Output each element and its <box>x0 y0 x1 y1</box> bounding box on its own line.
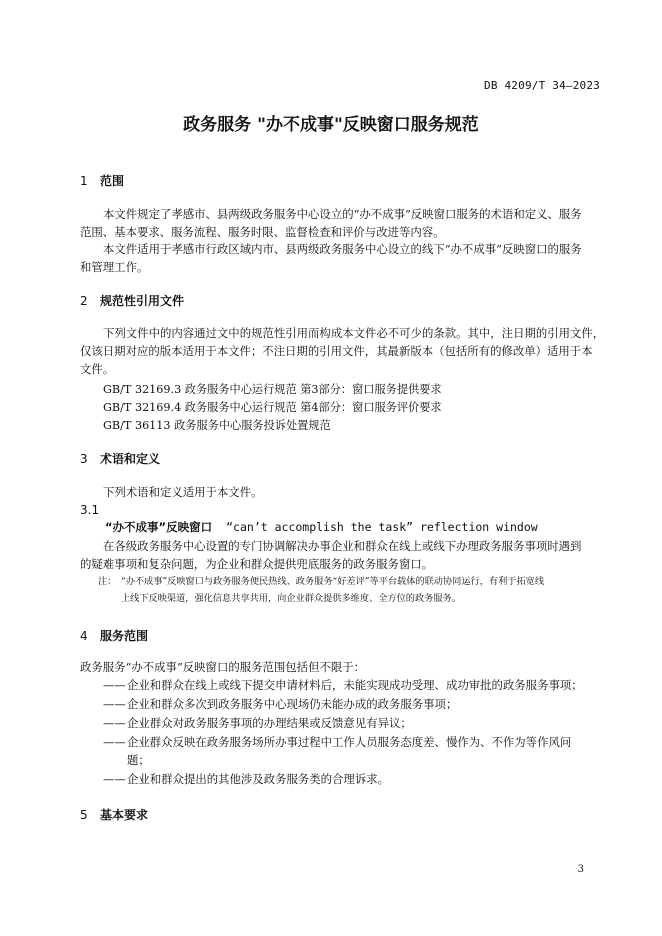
list-item <box>103 715 412 731</box>
list-item <box>103 677 583 693</box>
list-item <box>103 734 571 750</box>
list-item <box>103 771 389 787</box>
section-number: 5 <box>80 808 88 822</box>
list-dash: —— <box>103 678 126 692</box>
reference-item: GB/T 36113 政务服务中心服务投诉处置规范 <box>103 419 331 432</box>
reference-item: GB/T 32169.4 政务服务中心运行规范 第4部分：窗口服务评价要求 <box>103 401 442 414</box>
page-title: 政务服务 "办不成事"反映窗口服务规范 <box>183 115 479 135</box>
section-number: 1 <box>80 174 88 188</box>
section-title: 服务范围 <box>100 629 149 643</box>
list-dash: —— <box>103 697 126 711</box>
term-english: “can’t accomplish the task” reflection window <box>226 520 538 534</box>
list-dash: —— <box>103 716 126 730</box>
section-1-heading <box>80 172 124 189</box>
reference-item: GB/T 32169.3 政务服务中心运行规范 第3部分：窗口服务提供要求 <box>103 383 442 396</box>
subsection-number: 3.1 <box>80 503 100 517</box>
document-code: DB 4209/T 34—2023 <box>484 79 600 92</box>
list-item-text: 企业和群众提出的其他涉及政务服务类的合理诉求。 <box>127 772 389 786</box>
note <box>98 573 600 607</box>
section-number: 3 <box>80 452 88 466</box>
section-2-heading <box>80 292 184 309</box>
paragraph-line: 本文件适用于孝感市行政区域内市、县两级政务服务中心设立的线下“办不成事”反映窗口的服务 <box>103 242 582 256</box>
section-number: 4 <box>80 629 88 643</box>
list-item-text: 企业群众对政务服务事项的办理结果或反馈意见有异议； <box>127 716 412 730</box>
section-3-heading <box>80 450 160 467</box>
section-title: 术语和定义 <box>100 452 161 466</box>
note-label: 注： <box>98 576 117 587</box>
list-dash: —— <box>103 735 126 749</box>
paragraph-line: 本文件规定了孝感市、县两级政务服务中心设立的“办不成事”反映窗口服务的术语和定义、服务 <box>103 207 582 221</box>
note-line: 上线下反映渠道，强化信息共享共用，向企业群众提供多维度、全方位的政务服务。 <box>121 593 461 604</box>
section-title: 范围 <box>100 174 125 188</box>
section-4-heading <box>80 627 148 644</box>
list-item-continuation: 题； <box>127 753 150 767</box>
paragraph-line: 仅该日期对应的版本适用于本文件；不注日期的引用文件，其最新版本（包括所有的修改单）适用于本 <box>80 344 593 358</box>
section-title: 规范性引用文件 <box>100 294 185 308</box>
paragraph-line: 下列术语和定义适用于本文件。 <box>103 485 263 499</box>
paragraph-line: 下列文件中的内容通过文中的规范性引用而构成本文件必不可少的条款。其中，注日期的引用文件， <box>103 326 605 340</box>
list-dash: —— <box>103 772 126 786</box>
list-item-text: 企业和群众在线上或线下提交申请材料后，未能实现成功受理、成功审批的政务服务事项； <box>127 678 583 692</box>
paragraph-line: 和管理工作。 <box>80 260 149 274</box>
list-item-text: 企业群众反映在政务服务场所办事过程中工作人员服务态度差、慢作为、不作为等作风问 <box>127 735 572 749</box>
paragraph-line: 范围、基本要求、服务流程、服务时限、监督检查和评价与改进等内容。 <box>80 225 445 239</box>
paragraph-line: 文件。 <box>80 362 115 376</box>
term-entry <box>105 519 538 535</box>
section-5-heading <box>80 806 148 823</box>
paragraph-line: 的疑难事项和复杂问题，为企业和群众提供兜底服务的政务服务窗口。 <box>80 557 434 571</box>
section-number: 2 <box>80 294 88 308</box>
list-item-text: 企业和群众多次到政务服务中心现场仍未能办成的政务服务事项； <box>127 697 458 711</box>
section-title: 基本要求 <box>100 808 149 822</box>
list-item <box>103 696 457 712</box>
page-number: 3 <box>577 864 584 875</box>
term-chinese: “办不成事”反映窗口 <box>105 520 213 534</box>
note-line: “办不成事”反映窗口与政务服务便民热线、政务服务“好差评”等平台载体的联动协同运行，有利于拓宽线 <box>121 576 545 587</box>
paragraph-line: 政务服务“办不成事”反映窗口的服务范围包括但不限于： <box>80 660 366 674</box>
paragraph-line: 在各级政务服务中心设置的专门协调解决办事企业和群众在线上或线下办理政务服务事项时遇到 <box>103 539 582 553</box>
